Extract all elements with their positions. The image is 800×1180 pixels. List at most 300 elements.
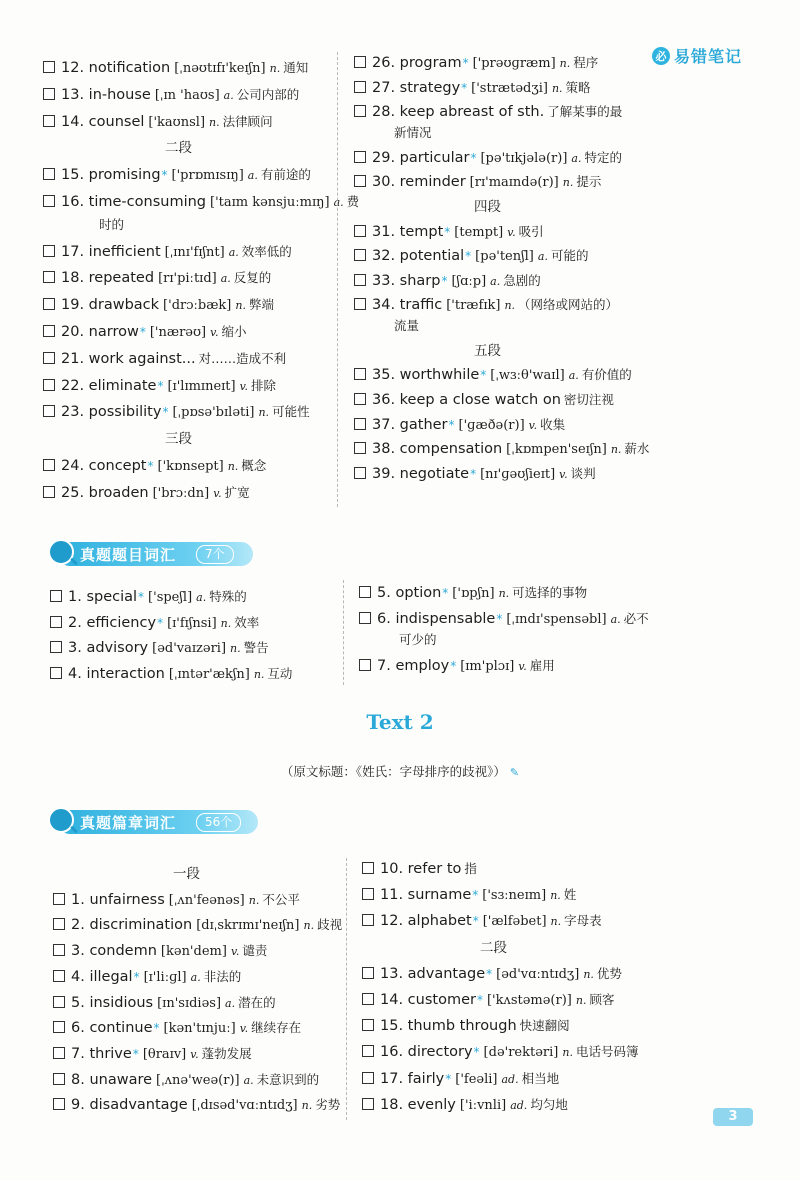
- checkbox[interactable]: [43, 298, 55, 310]
- checkbox[interactable]: [354, 368, 366, 380]
- phonetic: [ɪ'fɪʃnsi]: [167, 615, 217, 631]
- phonetic: [əd'vaɪzəri]: [152, 641, 227, 656]
- part-of-speech: n.: [227, 459, 239, 473]
- vocab-item: [359, 583, 587, 604]
- checkbox[interactable]: [359, 612, 371, 624]
- phonetic: [də'rektəri]: [483, 1045, 559, 1061]
- meaning: 概念: [241, 457, 267, 473]
- part-of-speech: v.: [507, 225, 516, 239]
- vocab-word: 9. disadvantage: [71, 1097, 188, 1114]
- vocab-item: [50, 613, 259, 634]
- vocab-item: [354, 295, 618, 316]
- phonetic: [pə'tɪkjələ(r)]: [480, 150, 568, 166]
- checkbox[interactable]: [362, 862, 374, 874]
- phonetic: [rɪ'piːtɪd]: [158, 271, 217, 287]
- vocab-word: 12. alphabet: [380, 913, 472, 930]
- section-heading: 四段: [474, 198, 501, 215]
- vocab-item: [43, 85, 299, 106]
- section-heading: 二段: [165, 140, 192, 157]
- part-of-speech: v.: [230, 945, 240, 959]
- part-of-speech: n.: [258, 406, 270, 420]
- phonetic: [tempt]: [454, 224, 504, 240]
- meaning: 弊端: [248, 297, 274, 313]
- meaning: 均匀地: [530, 1096, 568, 1112]
- checkbox[interactable]: [50, 641, 62, 653]
- part-of-speech: a.: [568, 369, 579, 383]
- phonetic: ['feəli]: [455, 1071, 498, 1087]
- part-of-speech: n.: [303, 919, 315, 933]
- checkbox[interactable]: [43, 486, 55, 498]
- meaning: 优势: [596, 965, 622, 981]
- phonetic: [ˌkɒmpen'seɪʃn]: [506, 442, 607, 458]
- vocab-word: 7. thrive: [71, 1045, 132, 1062]
- meaning: 蓬勃发展: [201, 1045, 252, 1061]
- phonetic: [nɪ'ɡəʊʃieɪt]: [480, 466, 556, 482]
- vocab-word: 14. customer: [380, 992, 476, 1008]
- checkbox[interactable]: [43, 352, 55, 364]
- vocab-item: [354, 439, 649, 460]
- meaning: 非法的: [203, 968, 242, 984]
- vocab-word: 14. counsel: [61, 113, 145, 130]
- phonetic: [ˌnəʊtɪfɪ'keɪʃn]: [174, 61, 266, 76]
- meaning: 警告: [243, 640, 269, 655]
- phonetic: [ˌdɪsəd'vɑːntɪdʒ]: [191, 1098, 298, 1114]
- checkbox[interactable]: [359, 659, 371, 671]
- checkbox[interactable]: [354, 418, 366, 430]
- section-banner-passage: [48, 809, 258, 835]
- vocab-word: 13. advantage: [380, 965, 486, 982]
- vocab-word: 5. insidious: [71, 994, 154, 1011]
- checkbox[interactable]: [362, 1098, 374, 1110]
- meaning: 谈判: [570, 465, 596, 481]
- phonetic: [ˌpɒsə'bɪləti]: [172, 405, 255, 421]
- part-of-speech: a.: [247, 169, 258, 183]
- phonetic: [ˌɪn 'haʊs]: [154, 87, 220, 103]
- vocab-item: [354, 415, 565, 436]
- checkbox[interactable]: [43, 405, 55, 417]
- part-of-speech: n.: [559, 57, 571, 70]
- meaning: 效率: [234, 614, 260, 630]
- checkbox[interactable]: [43, 245, 55, 257]
- section-heading: 一段: [173, 866, 200, 882]
- vocab-word: 18. repeated: [61, 270, 155, 287]
- vocab-word: 31. tempt: [372, 223, 444, 240]
- part-of-speech: a.: [243, 1073, 254, 1087]
- meaning: 效率低的: [241, 243, 292, 259]
- vocab-item: [53, 1070, 319, 1091]
- meaning: 指: [464, 861, 477, 876]
- vocab-item: [43, 295, 274, 316]
- phonetic: ['drɔːbæk]: [163, 298, 232, 314]
- part-of-speech: v.: [213, 486, 222, 500]
- vocab-item: [50, 587, 247, 608]
- meaning: 了解某事的最: [547, 104, 623, 120]
- part-of-speech: a.: [490, 274, 501, 288]
- checkbox[interactable]: [362, 888, 374, 900]
- vocab-word: 3. advisory: [68, 640, 149, 656]
- section-banner-questions: [48, 541, 253, 567]
- star-icon: *: [441, 273, 448, 288]
- vocab-item: [354, 102, 622, 122]
- checkbox[interactable]: [362, 1019, 374, 1031]
- vocab-word: 5. option: [377, 585, 442, 601]
- meaning-continued: 新情况: [394, 125, 432, 141]
- meaning: 可能性: [272, 404, 310, 420]
- checkbox[interactable]: [354, 249, 366, 261]
- meaning: 策略: [565, 79, 591, 95]
- vocab-word: 15. promising: [61, 167, 161, 184]
- vocab-item: [354, 53, 598, 74]
- meaning-continued: 可少的: [399, 632, 437, 648]
- phonetic: [əd'vɑːntɪdʒ]: [496, 966, 580, 982]
- vocab-item: [43, 322, 247, 343]
- phonetic: [ɪn'sɪdiəs]: [157, 995, 222, 1011]
- checkbox[interactable]: [359, 586, 371, 598]
- checkbox[interactable]: [354, 151, 366, 163]
- meaning: 可能的: [550, 248, 589, 264]
- vocab-item: [362, 964, 622, 985]
- part-of-speech: n.: [575, 994, 587, 1007]
- star-icon: *: [470, 150, 477, 165]
- vocab-word: 1. unfairness: [71, 891, 165, 908]
- vocab-word: 16. directory: [380, 1044, 473, 1061]
- vocab-word: 26. program: [372, 55, 462, 71]
- vocab-item: [43, 376, 276, 397]
- page-number: 3: [713, 1108, 753, 1126]
- checkbox[interactable]: [53, 970, 65, 982]
- vocab-item: [43, 349, 286, 369]
- vocab-word: 22. eliminate: [61, 377, 157, 394]
- column-divider: [337, 52, 338, 507]
- part-of-speech: n.: [269, 62, 281, 75]
- phonetic: [ˌɪndɪ'spensəbl]: [506, 611, 607, 627]
- phonetic: ['ælfəbet]: [482, 914, 547, 930]
- phonetic: [ˌʌnə'weə(r)]: [156, 1072, 240, 1088]
- vocab-item: [43, 58, 308, 79]
- meaning: 程序: [573, 55, 599, 70]
- checkbox[interactable]: [43, 271, 55, 283]
- star-icon: *: [442, 586, 449, 600]
- star-icon: *: [444, 224, 451, 239]
- meaning: 劣势: [315, 1097, 341, 1113]
- star-icon: *: [445, 1071, 452, 1086]
- meaning: 谴责: [242, 943, 268, 959]
- checkbox[interactable]: [50, 590, 62, 602]
- star-icon: *: [486, 966, 493, 981]
- part-of-speech: n.: [230, 642, 241, 655]
- vocab-word: 37. gather: [372, 416, 448, 433]
- meaning: 吸引: [518, 223, 544, 239]
- column-divider: [343, 580, 344, 685]
- star-icon: *: [161, 168, 168, 183]
- vocab-word: 32. potential: [372, 248, 465, 265]
- meaning: 顾客: [589, 992, 615, 1007]
- vocab-word: 3. condemn: [71, 943, 157, 960]
- star-icon: *: [496, 611, 503, 626]
- vocab-item: [43, 165, 311, 186]
- part-of-speech: n.: [550, 889, 561, 903]
- vocab-word: 39. negotiate: [372, 465, 470, 482]
- vocab-word: 36. keep a close watch on: [372, 392, 561, 409]
- vocab-word: 4. illegal: [71, 968, 133, 985]
- vocab-word: 38. compensation: [372, 441, 503, 458]
- brand-header: [652, 44, 742, 67]
- vocab-word: 35. worthwhile: [372, 367, 480, 384]
- vocab-item: [362, 859, 477, 879]
- vocab-word: 18. evenly: [380, 1096, 456, 1113]
- part-of-speech: v.: [559, 467, 568, 481]
- part-of-speech: a.: [223, 88, 234, 102]
- checkbox[interactable]: [43, 195, 55, 207]
- magnifier-icon: [48, 807, 74, 833]
- vocab-item: [43, 456, 266, 477]
- vocab-word: 24. concept: [61, 457, 147, 474]
- star-icon: *: [472, 914, 479, 929]
- phonetic: [kən'tɪnjuː]: [163, 1021, 236, 1037]
- part-of-speech: ad.: [510, 1098, 528, 1112]
- checkbox[interactable]: [43, 168, 55, 180]
- vocab-word: 17. inefficient: [61, 243, 161, 260]
- checkbox[interactable]: [53, 944, 65, 956]
- vocab-word: 19. drawback: [61, 297, 160, 314]
- vocab-item: [53, 890, 300, 911]
- meaning: 对……造成不利: [198, 350, 287, 366]
- checkbox[interactable]: [53, 1073, 65, 1085]
- star-icon: *: [132, 1046, 139, 1061]
- meaning: 提示: [576, 174, 602, 190]
- vocab-word: 30. reminder: [372, 174, 466, 191]
- checkbox[interactable]: [354, 175, 366, 187]
- column-divider: [346, 858, 347, 1120]
- meaning: （网络或网站的）: [518, 297, 619, 313]
- phonetic: ['kʌstəmə(r)]: [486, 993, 572, 1008]
- phonetic: ['prɒmɪsɪŋ]: [171, 168, 244, 184]
- meaning: 相当地: [521, 1070, 560, 1086]
- vocab-word: 21. work against...: [61, 350, 196, 367]
- phonetic: [ɪ'lɪmɪneɪt]: [167, 378, 236, 394]
- checkbox[interactable]: [53, 1021, 65, 1033]
- phonetic: [ˌɪntər'ækʃn]: [168, 666, 250, 682]
- part-of-speech: a.: [220, 272, 231, 286]
- star-icon: *: [450, 658, 457, 673]
- vocab-word: 6. continue: [71, 1020, 153, 1037]
- vocab-item: [43, 242, 292, 263]
- meaning: 特定的: [584, 149, 622, 165]
- part-of-speech: a.: [571, 151, 582, 165]
- checkbox[interactable]: [43, 325, 55, 337]
- checkbox[interactable]: [53, 893, 65, 905]
- part-of-speech: a.: [537, 250, 548, 264]
- star-icon: *: [470, 466, 477, 481]
- vocab-item: [53, 1095, 340, 1116]
- phonetic: ['sɜːneɪm]: [482, 888, 547, 904]
- vocab-item: [354, 246, 588, 267]
- checkbox[interactable]: [354, 467, 366, 479]
- vocab-item: [362, 885, 576, 906]
- part-of-speech: v.: [518, 659, 527, 673]
- meaning: 姓: [563, 887, 577, 903]
- vocab-item: [50, 638, 269, 659]
- checkbox[interactable]: [362, 914, 374, 926]
- part-of-speech: n.: [209, 115, 220, 129]
- vocab-item: [354, 271, 541, 292]
- star-icon: *: [139, 324, 146, 339]
- phonetic: ['taɪm kənsjuːmɪŋ]: [210, 195, 330, 210]
- checkbox[interactable]: [53, 1098, 65, 1110]
- star-icon: *: [472, 888, 479, 903]
- checkbox[interactable]: [362, 993, 374, 1005]
- vocab-word: 2. efficiency: [68, 614, 157, 631]
- checkbox[interactable]: [362, 1045, 374, 1057]
- checkbox[interactable]: [354, 56, 366, 68]
- meaning: 公司内部的: [236, 86, 300, 102]
- vocab-item: [43, 402, 310, 423]
- meaning: 互动: [267, 665, 293, 681]
- part-of-speech: n.: [220, 616, 232, 630]
- part-of-speech: v.: [239, 1022, 249, 1036]
- meaning: 收集: [540, 416, 566, 432]
- checkbox[interactable]: [43, 61, 55, 73]
- phonetic: [rɪ'maɪndə(r)]: [469, 175, 559, 191]
- star-icon: *: [461, 80, 468, 95]
- phonetic: ['iːvnli]: [459, 1097, 507, 1113]
- meaning: 法律顾问: [222, 113, 273, 129]
- part-of-speech: n.: [301, 1099, 313, 1113]
- meaning: 歧视: [317, 917, 343, 933]
- section-heading: 二段: [480, 939, 507, 956]
- vocab-word: 1. special: [68, 589, 138, 605]
- checkbox[interactable]: [53, 1047, 65, 1059]
- part-of-speech: a.: [190, 970, 201, 984]
- star-icon: *: [448, 417, 455, 432]
- star-icon: *: [462, 56, 469, 70]
- part-of-speech: a.: [610, 612, 621, 626]
- vocab-word: 29. particular: [372, 149, 470, 166]
- checkbox[interactable]: [354, 105, 366, 117]
- vocab-word: 16. time-consuming: [61, 194, 206, 210]
- part-of-speech: v.: [210, 325, 219, 339]
- part-of-speech: n.: [610, 443, 622, 457]
- star-icon: *: [138, 590, 145, 604]
- checkbox[interactable]: [43, 459, 55, 471]
- vocab-word: 2. discrimination: [71, 917, 193, 934]
- vocab-item: [362, 1042, 638, 1063]
- part-of-speech: n.: [504, 299, 516, 313]
- banner-title: 真题篇章词汇: [80, 814, 177, 832]
- checkbox[interactable]: [354, 442, 366, 454]
- star-icon: *: [473, 1045, 480, 1060]
- vocab-item: [354, 390, 614, 410]
- phonetic: [dɪˌskrɪmɪ'neɪʃn]: [196, 918, 300, 934]
- checkbox[interactable]: [362, 1072, 374, 1084]
- brand-title: 易错笔记: [674, 47, 743, 66]
- part-of-speech: v.: [239, 379, 249, 393]
- vocab-item: [354, 172, 601, 193]
- part-of-speech: v.: [528, 418, 538, 432]
- meaning: 排除: [251, 377, 277, 393]
- section-heading: 五段: [474, 342, 501, 359]
- section-heading: 三段: [165, 431, 192, 448]
- meaning: 特殊的: [209, 589, 247, 604]
- meaning: 有价值的: [581, 367, 632, 383]
- part-of-speech: a.: [225, 996, 236, 1010]
- checkbox[interactable]: [53, 918, 65, 930]
- vocab-word: 27. strategy: [372, 79, 461, 96]
- vocab-item: [43, 268, 271, 289]
- phonetic: ['brɔːdn]: [152, 485, 210, 501]
- part-of-speech: n.: [253, 667, 265, 681]
- vocab-word: 13. in-house: [61, 86, 151, 103]
- checkbox[interactable]: [43, 88, 55, 100]
- meaning: 有前途的: [260, 167, 311, 183]
- vocab-item: [354, 464, 596, 485]
- part-of-speech: a.: [333, 196, 344, 209]
- vocab-word: 28. keep abreast of sth.: [372, 104, 545, 121]
- checkbox[interactable]: [354, 298, 366, 310]
- vocab-item: [362, 911, 602, 932]
- checkbox[interactable]: [354, 81, 366, 93]
- star-icon: *: [147, 458, 154, 473]
- vocab-item: [53, 1044, 252, 1065]
- checkbox[interactable]: [50, 616, 62, 628]
- phonetic: ['ɒpʃn]: [452, 586, 495, 601]
- vocab-item: [362, 990, 614, 1011]
- meaning: 扩宽: [224, 484, 250, 500]
- part-of-speech: n.: [498, 587, 510, 600]
- vocab-item: [53, 993, 276, 1014]
- phonetic: ['strætədʒi]: [471, 80, 548, 96]
- part-of-speech: n.: [248, 893, 260, 907]
- phonetic: [pə'tenʃl]: [475, 249, 534, 265]
- vocab-item: [43, 483, 250, 504]
- phonetic: ['nærəʊ]: [149, 324, 207, 340]
- checkbox[interactable]: [354, 225, 366, 237]
- vocab-word: 17. fairly: [380, 1070, 445, 1087]
- phonetic: [ˌwɜːθ'waɪl]: [490, 368, 565, 384]
- checkbox[interactable]: [362, 967, 374, 979]
- checkbox[interactable]: [43, 115, 55, 127]
- checkbox[interactable]: [354, 274, 366, 286]
- vocab-item: [354, 78, 591, 99]
- meaning: 缩小: [221, 323, 247, 339]
- meaning: 可选择的事物: [512, 585, 588, 600]
- vocab-item: [53, 967, 241, 988]
- vocab-word: 15. thumb through: [380, 1018, 517, 1035]
- vocab-item: [362, 1016, 570, 1036]
- vocab-word: 34. traffic: [372, 297, 443, 314]
- vocab-word: 25. broaden: [61, 484, 149, 501]
- checkbox[interactable]: [50, 667, 62, 679]
- phonetic: [ɪm'plɔɪ]: [460, 658, 515, 674]
- part-of-speech: ad.: [501, 1072, 519, 1086]
- vocab-item: [53, 941, 267, 962]
- checkbox[interactable]: [354, 393, 366, 405]
- phonetic: ['kɒnsept]: [157, 458, 224, 474]
- phonetic: [ɪ'liːɡl]: [143, 969, 187, 985]
- meaning: 不公平: [262, 891, 300, 907]
- vocab-word: 23. possibility: [61, 404, 162, 421]
- meaning: 继续存在: [251, 1020, 302, 1036]
- checkbox[interactable]: [53, 996, 65, 1008]
- meaning: 通知: [283, 60, 309, 75]
- meaning: 反复的: [233, 270, 272, 286]
- text-title: Text 2: [366, 710, 434, 734]
- checkbox[interactable]: [43, 379, 55, 391]
- meaning-continued: 时的: [99, 216, 125, 232]
- star-icon: *: [157, 378, 164, 393]
- phonetic: [kən'dem]: [160, 944, 227, 960]
- phonetic: ['kaʊnsl]: [148, 114, 206, 130]
